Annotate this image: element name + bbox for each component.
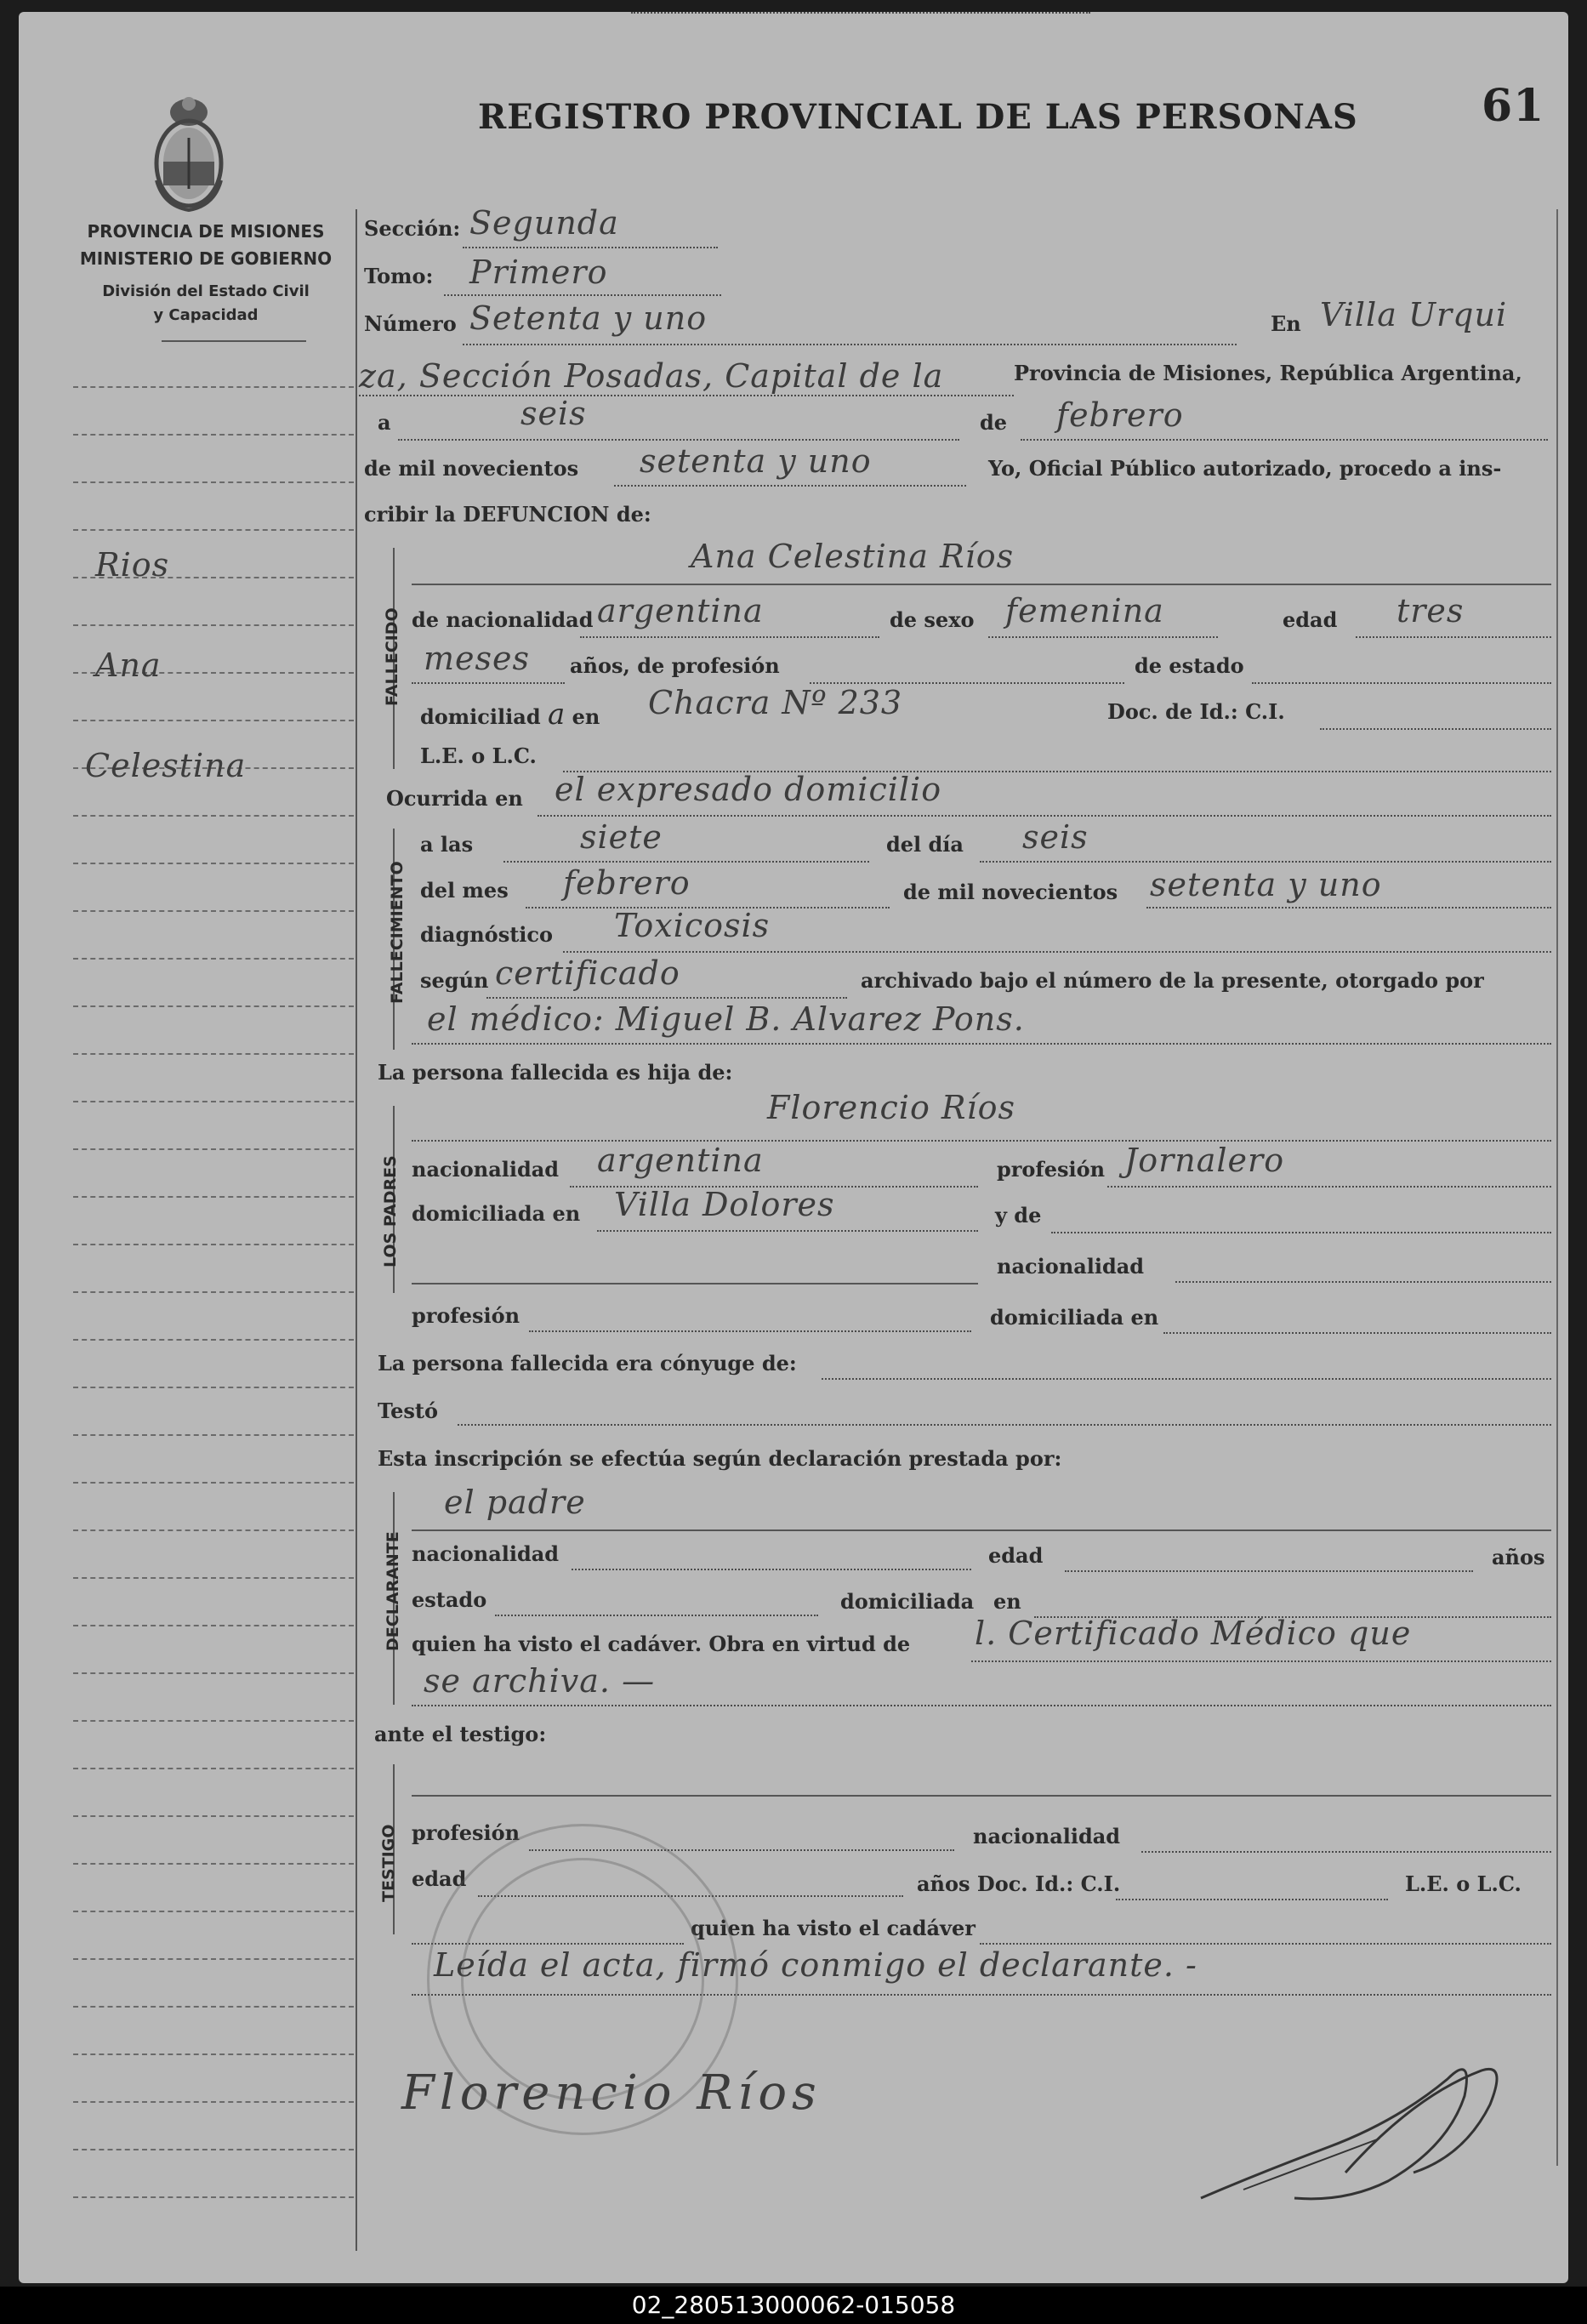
margin-rule (73, 2196, 354, 2198)
margin-rule (73, 1434, 354, 1436)
obra-value: l. Certificado Médico que (975, 1615, 1412, 1652)
declarante-estado-label: estado (412, 1587, 487, 1612)
testigo-edad-label: edad (412, 1866, 467, 1891)
padre-domicilio-line (597, 1230, 978, 1232)
testigo-le-label: L.E. o L.C. (1405, 1871, 1522, 1896)
nacionalidad-value: argentina (597, 592, 764, 629)
margin-rule (73, 481, 354, 483)
medico-line (412, 1043, 1551, 1045)
archivado-text: archivado bajo el número de la presente, otorgado por (861, 968, 1484, 993)
sexo-value: femenina (1005, 592, 1164, 629)
page-title: REGISTRO PROVINCIAL DE LAS PERSONAS (478, 97, 1358, 137)
ministry-line-1: PROVINCIA DE MISIONES (87, 221, 325, 242)
ministry-line-3: División del Estado Civil (102, 282, 310, 300)
a-label: a (378, 410, 391, 435)
seccion-value: Segunda (469, 204, 619, 242)
numero-value: Setenta y uno (469, 299, 708, 337)
obra-line (971, 1660, 1551, 1662)
register-page (19, 12, 1568, 2283)
testigo-cadaver-line (980, 1943, 1551, 1945)
dia-value: seis (1022, 818, 1089, 856)
edad-line (1356, 636, 1551, 638)
obra-line-2 (412, 1705, 1551, 1706)
conyuge-text: La persona fallecida era cónyuge de: (378, 1351, 797, 1376)
en-label: En (1271, 311, 1301, 336)
margin-rule (73, 1625, 354, 1626)
margin-surname: Rios (95, 546, 170, 584)
numero-label: Número (364, 311, 457, 336)
year-label: de mil novecientos (364, 456, 579, 481)
place-continuation: za, Sección Posadas, Capital de la (359, 357, 944, 395)
estado-line (1252, 682, 1551, 684)
declarante-value: el padre (444, 1484, 586, 1521)
ocurrida-line (538, 815, 1551, 817)
padre-domicilio-value: Villa Dolores (614, 1186, 835, 1223)
meses-value: meses (424, 640, 531, 677)
hora-line (503, 861, 869, 863)
margin-rule (73, 1958, 354, 1960)
margin-rule (73, 1339, 354, 1341)
ante-testigo-text: ante el testigo: (374, 1722, 547, 1746)
margin-rule (73, 720, 354, 721)
margin-rule (73, 1005, 354, 1007)
padre-domiciliada-label: domiciliada en (412, 1201, 581, 1226)
margin-rule (73, 2006, 354, 2008)
month-value: febrero (1056, 396, 1184, 434)
declarante-nacionalidad-label: nacionalidad (412, 1541, 560, 1566)
margin-rule (73, 386, 354, 388)
ministry-underline (162, 340, 306, 342)
madre-name-rule (412, 1283, 978, 1284)
margin-rule (73, 1720, 354, 1722)
domiciliado-label: domiciliad a en (420, 698, 600, 732)
diagnostico-value: Toxicosis (614, 907, 771, 944)
nacionalidad-label: de nacionalidad (412, 607, 594, 632)
padre-line (412, 1140, 1551, 1142)
obra-value-2: se archiva. — (424, 1662, 656, 1700)
page-number: 61 (1482, 80, 1545, 132)
testo-line (458, 1424, 1551, 1426)
diagnostico-line (563, 951, 1551, 953)
ministry-line-2: MINISTERIO DE GOBIERNO (79, 248, 333, 269)
fallecido-side-label: FALLECIDO (383, 607, 401, 706)
madre-nacionalidad-line (1175, 1281, 1551, 1283)
margin-middle-name: Celestina (85, 747, 247, 784)
a-las-label: a las (420, 832, 474, 857)
oficial-signature-icon (1192, 2045, 1533, 2215)
margin-rule (73, 1577, 354, 1579)
diagnostico-label: diagnóstico (420, 922, 554, 947)
margin-rule (73, 1672, 354, 1674)
file-id-footer: 02_280513000062-015058 (0, 2287, 1587, 2324)
hora-value: siete (580, 818, 663, 856)
margin-rule (73, 1244, 354, 1245)
padre-profesion-value: Jornalero (1124, 1142, 1285, 1179)
right-border (1556, 209, 1558, 2166)
declarante-cadaver-text: quien ha visto el cadáver. Obra en virtud de (412, 1632, 911, 1656)
nacionalidad-line (580, 636, 879, 638)
margin-divider (356, 209, 357, 2251)
margin-rule (73, 1863, 354, 1865)
day-value: seis (520, 395, 587, 432)
segun-line (486, 997, 847, 999)
declarante-en-label: en (993, 1589, 1021, 1614)
argentine-coat-of-arms-icon (146, 87, 231, 214)
meses-line (412, 682, 565, 684)
doc-line (1320, 728, 1551, 730)
segun-value: certificado (495, 954, 680, 992)
testigo-doc-line (1116, 1899, 1388, 1900)
testigo-nacionalidad-label: nacionalidad (973, 1824, 1121, 1848)
margin-rule (73, 815, 354, 817)
margin-rule (73, 1196, 354, 1198)
testigo-name-line (412, 1795, 1551, 1797)
margin-rule (73, 910, 354, 912)
mes-value: febrero (563, 864, 691, 902)
fallecido-name: Ana Celestina Ríos (691, 538, 1015, 575)
testigo-cadaver-text: quien ha visto el cadáver (691, 1916, 976, 1940)
domicilio-line (631, 12, 1090, 14)
margin-rule (73, 2149, 354, 2150)
declarante-side-label: DECLARANTE (384, 1531, 402, 1651)
margin-rule (73, 1911, 354, 1912)
provincia-text: Provincia de Misiones, República Argentina, (1014, 361, 1522, 385)
declarante-name-line (412, 1529, 1551, 1531)
medico-value: el médico: Miguel B. Alvarez Pons. (427, 1000, 1025, 1038)
declarante-anos-label: años (1492, 1545, 1545, 1569)
testo-label: Testó (378, 1398, 438, 1423)
seccion-label: Sección: (364, 216, 461, 241)
le-label: L.E. o L.C. (420, 743, 537, 768)
tomo-label: Tomo: (364, 264, 434, 288)
margin-rule (73, 1482, 354, 1484)
month-line (1021, 439, 1548, 441)
margin-first-name: Ana (95, 647, 162, 684)
padre-profesion-line (1107, 1186, 1551, 1188)
madre-profesion-label: profesión (412, 1303, 520, 1328)
y-de-label: y de (995, 1203, 1042, 1228)
domicilio-value: Chacra Nº 233 (648, 684, 903, 721)
inscribir-text: cribir la DEFUNCION de: (364, 502, 651, 527)
leida-text: Leída el acta, firmó conmigo el declarante. - (434, 1946, 1197, 1984)
dia-line (980, 861, 1551, 863)
doc-label: Doc. de Id.: C.I. (1107, 699, 1285, 724)
edad-value: tres (1396, 592, 1465, 629)
de-label: de (980, 410, 1008, 435)
declarante-domiciliada-label: domiciliada (840, 1589, 975, 1614)
margin-rule (73, 863, 354, 864)
sexo-line (988, 636, 1218, 638)
margin-rule (73, 1148, 354, 1150)
estado-label: de estado (1135, 653, 1244, 678)
hija-text: La persona fallecida es hija de: (378, 1060, 733, 1085)
sexo-label: de sexo (890, 607, 975, 632)
margin-rule (73, 1815, 354, 1817)
padre-value: Florencio Ríos (767, 1089, 1016, 1126)
margin-rule (73, 958, 354, 960)
madre-line (1051, 1232, 1551, 1233)
segun-label: según (420, 968, 489, 993)
del-mes-label: del mes (420, 878, 509, 903)
year-value: setenta y uno (640, 442, 872, 480)
margin-rule (73, 1101, 354, 1102)
anos-profesion-label: años, de profesión (570, 653, 780, 678)
numero-line (463, 344, 1237, 345)
margin-rule (73, 434, 354, 436)
en-value: Villa Urqui (1320, 296, 1508, 333)
oficial-text: Yo, Oficial Público autorizado, procedo a ins- (988, 456, 1502, 481)
testigo-anos-doc-label: años Doc. Id.: C.I. (917, 1871, 1121, 1896)
madre-nacionalidad-label: nacionalidad (997, 1254, 1145, 1279)
margin-rule (73, 1053, 354, 1055)
fallecido-name-line (412, 584, 1551, 585)
year-line (614, 485, 966, 487)
declarante-nacionalidad-line (572, 1569, 971, 1570)
testigo-profesion-label: profesión (412, 1820, 520, 1845)
margin-rule (73, 1768, 354, 1769)
declarante-edad-label: edad (988, 1543, 1044, 1568)
seccion-line (463, 247, 718, 248)
edad-label: edad (1283, 607, 1338, 632)
anio-value: setenta y uno (1150, 866, 1382, 903)
madre-domiciliada-label: domiciliada en (990, 1305, 1159, 1330)
day-line (398, 439, 959, 441)
ocurrida-label: Ocurrida en (386, 786, 523, 811)
margin-rule (73, 1529, 354, 1531)
testigo-nacionalidad-line (1141, 1851, 1551, 1853)
declaracion-text: Esta inscripción se efectúa según declaración prestada por: (378, 1446, 1062, 1471)
anio-label: de mil novecientos (903, 880, 1118, 904)
declarante-signature: Florencio Ríos (401, 2065, 822, 2121)
conyuge-line (822, 1378, 1551, 1380)
madre-domicilio-line (1163, 1332, 1551, 1334)
testigo-side-label: TESTIGO (379, 1824, 398, 1902)
margin-rule (73, 2053, 354, 2055)
place-line (359, 395, 1014, 396)
anio-line (1146, 907, 1551, 909)
declarante-edad-line (1065, 1570, 1473, 1572)
ministry-line-4: y Capacidad (153, 306, 259, 324)
del-dia-label: del día (886, 832, 964, 857)
fallecimiento-side-label: FALLECIMIENTO (388, 861, 407, 1004)
domiciliado-suffix: a (547, 698, 566, 732)
margin-rule (73, 529, 354, 531)
padre-nacionalidad-value: argentina (597, 1142, 764, 1179)
margin-rule (73, 2101, 354, 2103)
padres-side-label: LOS PADRES (381, 1155, 400, 1267)
padre-profesion-label: profesión (997, 1157, 1106, 1182)
margin-rule (73, 1291, 354, 1293)
ocurrida-value: el expresado domicilio (555, 771, 942, 808)
tomo-value: Primero (469, 253, 608, 291)
tomo-line (444, 294, 721, 296)
declarante-estado-line (495, 1615, 818, 1616)
padre-nacionalidad-label: nacionalidad (412, 1157, 560, 1182)
margin-rule (73, 624, 354, 626)
madre-profesion-line (529, 1330, 971, 1332)
margin-rule (73, 1387, 354, 1388)
